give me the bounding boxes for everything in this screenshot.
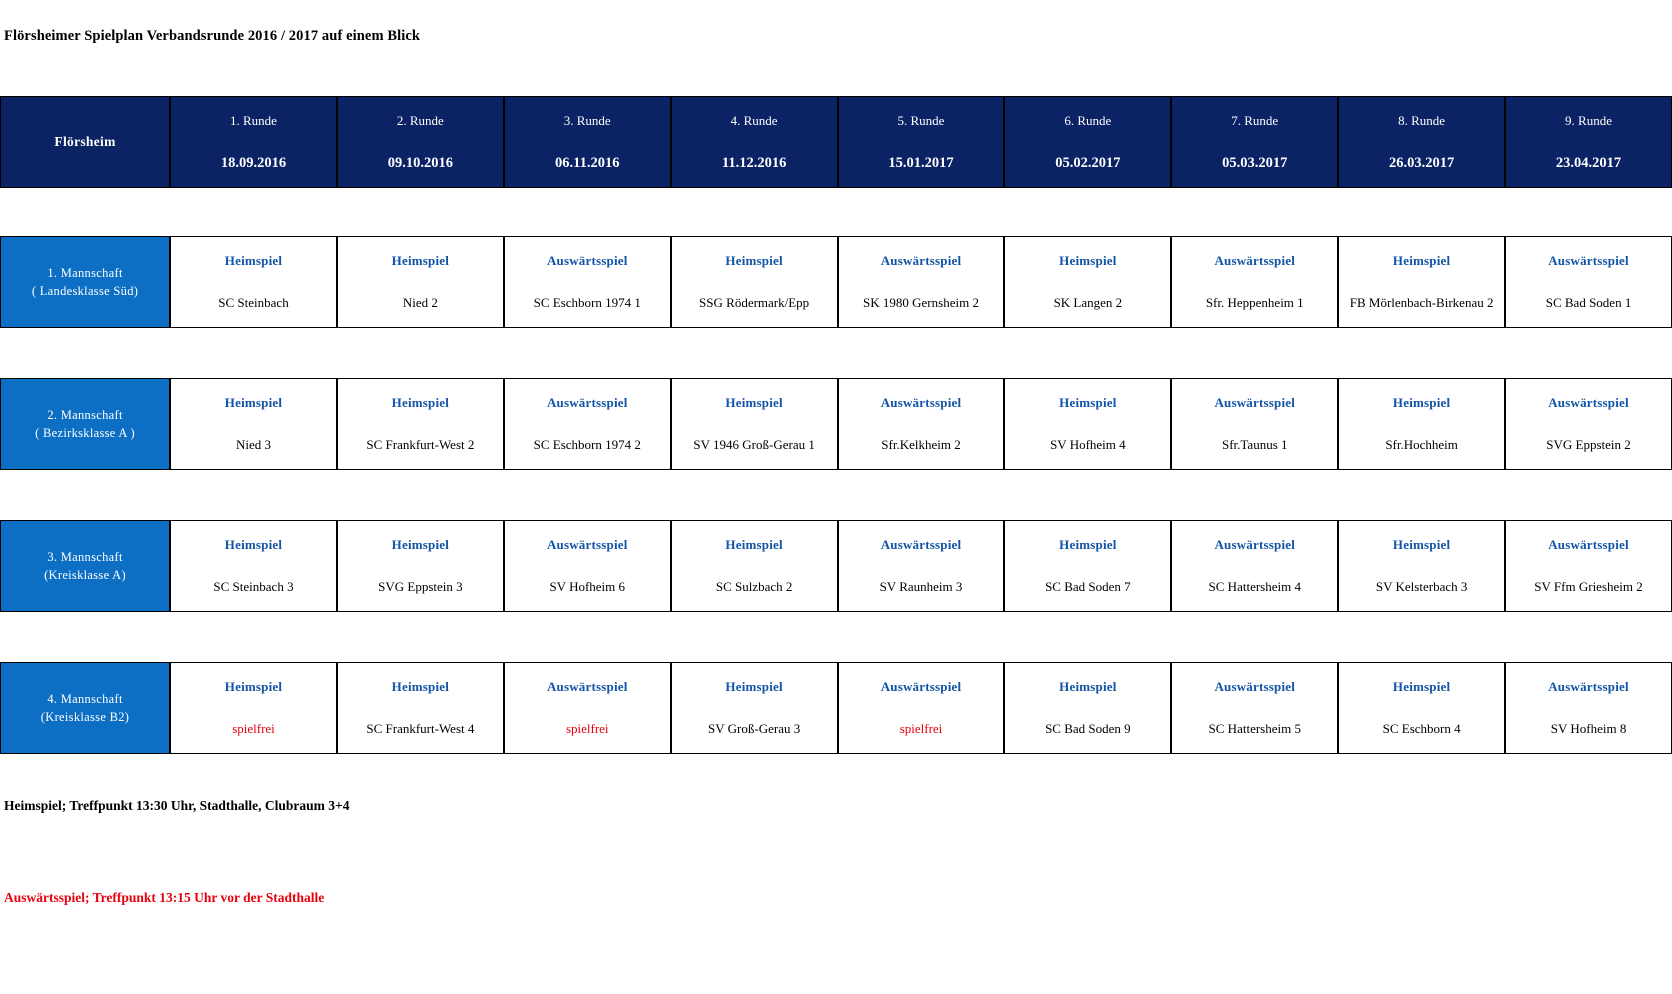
round-name: 2. Runde [396, 112, 444, 128]
match-opponent: Nied 3 [235, 437, 272, 452]
match-type: Auswärtsspiel [880, 253, 962, 268]
match-cell [1338, 236, 1505, 328]
match-cell [504, 520, 671, 612]
match-cell [170, 520, 337, 612]
match-cell [1338, 378, 1505, 470]
match-opponent: Nied 2 [402, 295, 438, 310]
row-spacer [0, 188, 1672, 236]
match-opponent: SV Hofheim 6 [549, 579, 626, 594]
table-row [0, 236, 1672, 328]
match-cell [838, 520, 1005, 612]
match-type: Auswärtsspiel [546, 395, 628, 410]
team-name: 1. Mannschaft [47, 265, 123, 280]
match-type: Auswärtsspiel [1214, 395, 1296, 410]
match-opponent: spielfrei [565, 721, 609, 736]
match-opponent: SC Steinbach [218, 295, 289, 310]
match-opponent: SK Langen 2 [1053, 295, 1123, 310]
header-round-cell [337, 96, 504, 188]
match-cell [671, 236, 838, 328]
match-opponent: SV Raunheim 3 [879, 579, 963, 594]
header-round-cell [1505, 96, 1672, 188]
team-league: ( Bezirksklasse A ) [35, 426, 135, 440]
round-name: 8. Runde [1398, 112, 1446, 128]
match-cell [170, 662, 337, 754]
team-league: ( Landesklasse Süd) [31, 284, 139, 298]
match-opponent: Sfr.Hochheim [1385, 437, 1458, 452]
round-name: 4. Runde [730, 112, 778, 128]
match-cell [838, 236, 1005, 328]
table-row [0, 378, 1672, 470]
team-label-cell [0, 378, 170, 470]
match-cell [1004, 236, 1171, 328]
match-type: Heimspiel [725, 395, 783, 410]
match-cell [337, 236, 504, 328]
match-cell [1338, 520, 1505, 612]
header-round-cell [1338, 96, 1505, 188]
team-league: (Kreisklasse A) [44, 568, 126, 582]
table-row [0, 520, 1672, 612]
match-type: Heimspiel [1059, 537, 1117, 552]
match-type: Auswärtsspiel [1214, 537, 1296, 552]
match-type: Heimspiel [1059, 679, 1117, 694]
match-cell [1505, 236, 1672, 328]
match-cell [1171, 520, 1338, 612]
match-cell [1505, 378, 1672, 470]
match-opponent: SV Ffm Griesheim 2 [1534, 579, 1643, 594]
match-type: Heimspiel [391, 537, 450, 552]
match-cell [504, 662, 671, 754]
match-type: Heimspiel [1392, 395, 1451, 410]
match-opponent: FB Mörlenbach-Birkenau 2 [1349, 295, 1494, 310]
match-cell [1171, 662, 1338, 754]
match-opponent: SC Eschborn 4 [1382, 721, 1461, 736]
round-name: 9. Runde [1565, 112, 1612, 128]
footnote-away: Auswärtsspiel; Treffpunkt 13:15 Uhr vor der Stadthalle [4, 890, 325, 905]
match-opponent: SK 1980 Gernsheim 2 [863, 295, 979, 310]
row-spacer-cell [0, 470, 1672, 520]
match-type: Heimspiel [224, 537, 283, 552]
match-cell [1004, 378, 1171, 470]
team-name: 4. Mannschaft [47, 691, 123, 706]
match-cell [1004, 662, 1171, 754]
match-type: Heimspiel [1059, 253, 1117, 268]
row-spacer [0, 328, 1672, 378]
team-league: (Kreisklasse B2) [40, 710, 130, 724]
match-cell [1171, 378, 1338, 470]
header-round-cell [1004, 96, 1171, 188]
match-cell [1004, 520, 1171, 612]
match-type: Auswärtsspiel [546, 679, 628, 694]
match-opponent: SC Hattersheim 5 [1208, 721, 1301, 736]
match-opponent: SC Hattersheim 4 [1208, 579, 1301, 594]
match-cell [838, 662, 1005, 754]
match-type: Heimspiel [1392, 537, 1451, 552]
team-label-cell [0, 662, 170, 754]
team-label-cell [0, 236, 170, 328]
header-round-cell [504, 96, 671, 188]
round-date: 06.11.2016 [555, 154, 620, 171]
round-name: 3. Runde [563, 112, 611, 128]
match-opponent: SV Hofheim 8 [1550, 721, 1627, 736]
header-round-cell [170, 96, 337, 188]
match-type: Auswärtsspiel [546, 253, 628, 268]
match-cell [337, 520, 504, 612]
match-type: Auswärtsspiel [1214, 253, 1296, 268]
match-opponent: SV Groß-Gerau 3 [708, 721, 801, 736]
match-type: Heimspiel [391, 395, 450, 410]
match-opponent: Sfr.Taunus 1 [1221, 437, 1288, 452]
match-cell [671, 520, 838, 612]
match-type: Auswärtsspiel [546, 537, 628, 552]
row-spacer-cell [0, 612, 1672, 662]
match-opponent: SC Steinbach 3 [213, 579, 294, 594]
round-date: 26.03.2017 [1389, 154, 1455, 171]
row-spacer-cell [0, 188, 1672, 236]
match-type: Heimspiel [725, 537, 783, 552]
match-cell [170, 236, 337, 328]
team-name: 2. Mannschaft [47, 407, 123, 422]
match-cell [671, 378, 838, 470]
match-type: Auswärtsspiel [880, 395, 962, 410]
match-type: Heimspiel [224, 679, 283, 694]
match-cell [838, 378, 1005, 470]
header-corner-label: Flörsheim [0, 96, 170, 188]
match-type: Heimspiel [1392, 253, 1451, 268]
match-cell [671, 662, 838, 754]
match-opponent: SVG Eppstein 3 [378, 579, 463, 594]
match-opponent: SV Kelsterbach 3 [1375, 579, 1468, 594]
match-type: Heimspiel [1059, 395, 1117, 410]
match-opponent: SC Eschborn 1974 1 [533, 295, 641, 310]
match-type: Heimspiel [224, 253, 283, 268]
match-type: Heimspiel [725, 679, 783, 694]
match-cell [1338, 662, 1505, 754]
row-spacer [0, 612, 1672, 662]
match-type: Auswärtsspiel [1548, 679, 1629, 694]
match-cell [504, 236, 671, 328]
schedule-table [0, 96, 1672, 754]
row-spacer [0, 470, 1672, 520]
match-opponent: SSG Rödermark/Epp [699, 295, 810, 310]
match-opponent: SVG Eppstein 2 [1546, 437, 1631, 452]
match-type: Auswärtsspiel [1548, 537, 1629, 552]
match-opponent: SC Bad Soden 1 [1545, 295, 1632, 310]
round-date: 09.10.2016 [387, 154, 453, 171]
match-type: Heimspiel [391, 679, 450, 694]
round-date: 23.04.2017 [1555, 154, 1622, 171]
match-opponent: SV 1946 Groß-Gerau 1 [693, 437, 815, 452]
match-opponent: SV Hofheim 4 [1050, 437, 1126, 452]
match-type: Heimspiel [224, 395, 283, 410]
match-opponent: SC Bad Soden 9 [1045, 721, 1131, 736]
header-round-cell [1171, 96, 1338, 188]
match-cell [1171, 236, 1338, 328]
header-round-cell [671, 96, 838, 188]
match-opponent: SC Frankfurt-West 4 [366, 721, 475, 736]
page-title: Flörsheimer Spielplan Verbandsrunde 2016 / 2017 auf einem Blick [4, 28, 421, 44]
match-type: Auswärtsspiel [1548, 395, 1629, 410]
match-opponent: SC Frankfurt-West 2 [366, 437, 475, 452]
table-header-row [0, 96, 1672, 188]
round-name: 6. Runde [1064, 112, 1112, 128]
round-date: 18.09.2016 [220, 154, 287, 171]
match-cell [337, 378, 504, 470]
match-cell [1505, 662, 1672, 754]
footnote-home: Heimspiel; Treffpunkt 13:30 Uhr, Stadthalle, Clubraum 3+4 [4, 798, 350, 813]
round-date: 11.12.2016 [721, 154, 787, 171]
match-opponent: spielfrei [899, 721, 943, 736]
header-round-cell [838, 96, 1005, 188]
match-opponent: spielfrei [232, 721, 275, 736]
match-opponent: SC Sulzbach 2 [715, 579, 793, 594]
match-cell [170, 378, 337, 470]
round-date: 15.01.2017 [888, 154, 954, 171]
table-row [0, 662, 1672, 754]
round-date: 05.03.2017 [1222, 154, 1288, 171]
match-type: Auswärtsspiel [880, 679, 962, 694]
round-name: 1. Runde [230, 112, 277, 128]
match-opponent: SC Bad Soden 7 [1045, 579, 1131, 594]
team-label-cell [0, 520, 170, 612]
match-type: Auswärtsspiel [1548, 253, 1629, 268]
match-opponent: Sfr.Kelkheim 2 [881, 437, 961, 452]
match-cell [504, 378, 671, 470]
match-type: Auswärtsspiel [880, 537, 962, 552]
match-type: Heimspiel [725, 253, 783, 268]
round-name: 5. Runde [897, 112, 945, 128]
match-type: Heimspiel [1392, 679, 1451, 694]
round-date: 05.02.2017 [1055, 154, 1121, 171]
match-cell [337, 662, 504, 754]
team-name: 3. Mannschaft [47, 549, 123, 564]
match-type: Heimspiel [391, 253, 450, 268]
match-opponent: Sfr. Heppenheim 1 [1205, 295, 1304, 310]
match-type: Auswärtsspiel [1214, 679, 1296, 694]
row-spacer-cell [0, 328, 1672, 378]
match-opponent: SC Eschborn 1974 2 [533, 437, 641, 452]
round-name: 7. Runde [1231, 112, 1279, 128]
match-cell [1505, 520, 1672, 612]
